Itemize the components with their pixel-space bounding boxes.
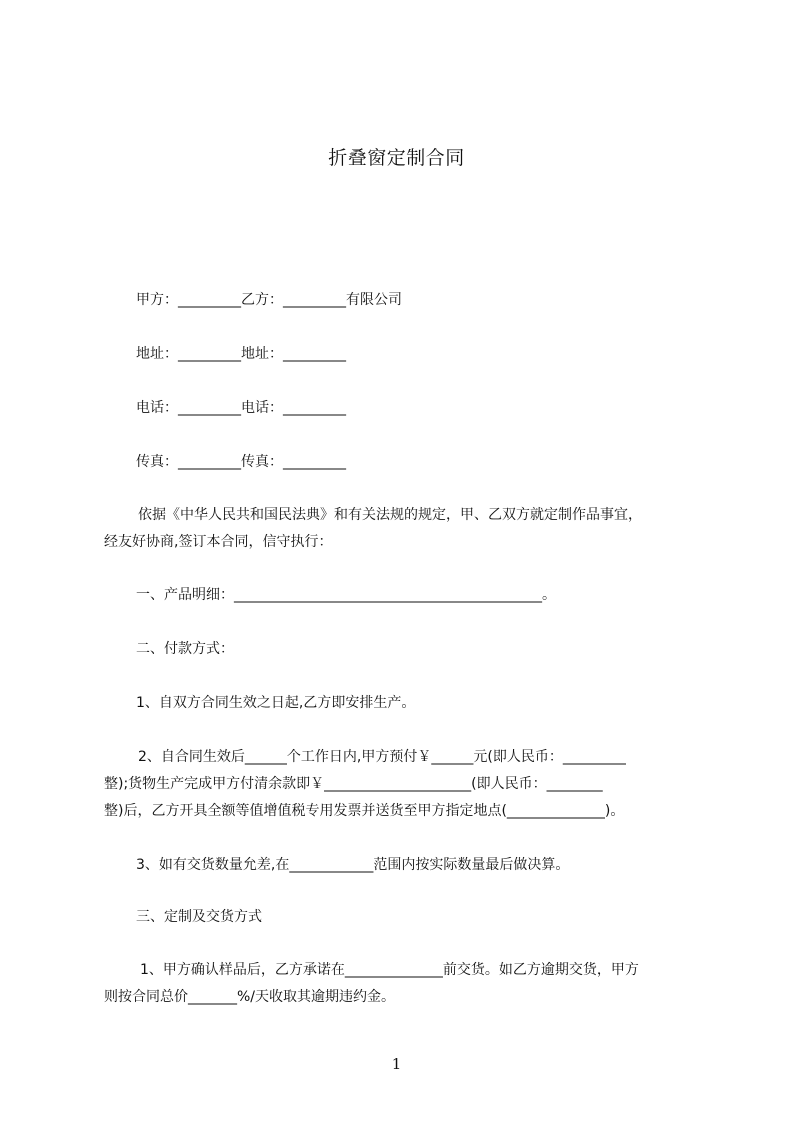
section3-item1-line-1: 1、甲方确认样品后，乙方承诺在______________前交货。如乙方逾期交货，甲方 <box>140 962 639 978</box>
party-names-line: 甲方：_________乙方：_________有限公司 <box>136 292 402 308</box>
section3-item1-line-2: 则按合同总价_______%/天收取其逾期违约金。 <box>104 989 396 1005</box>
party-address-line: 地址：_________地址：_________ <box>136 346 346 362</box>
section2-item2-line-2: 整);货物生产完成甲方付清余款即￥_____________________(即人民币：________ <box>104 776 603 792</box>
party-phone-line: 电话：_________电话：_________ <box>136 400 346 416</box>
page-number: 1 <box>391 1055 402 1073</box>
section3-heading: 三、定制及交货方式 <box>136 909 262 925</box>
section1-product-details: 一、产品明细：____________________________________________。 <box>136 587 556 603</box>
section2-item2-line-1: 2、自合同生效后______个工作日内,甲方预付￥______元(即人民币：_________ <box>138 749 626 765</box>
intro-paragraph-line-2: 经友好协商,签订本合同，信守执行： <box>104 534 333 550</box>
document-title: 折叠窗定制合同 <box>328 147 465 169</box>
section2-item3: 3、如有交货数量允差,在____________范围内按实际数量最后做决算。 <box>136 857 570 873</box>
section2-heading: 二、付款方式： <box>136 641 234 657</box>
intro-paragraph-line-1: 依据《中华人民共和国民法典》和有关法规的规定，甲、乙双方就定制作品事宜， <box>138 507 642 523</box>
section2-item2-line-3: 整)后，乙方开具全额等值增值税专用发票并送货至甲方指定地点(______________)。 <box>104 803 625 819</box>
party-fax-line: 传真：_________传真：_________ <box>136 454 346 470</box>
section2-item1: 1、自双方合同生效之日起,乙方即安排生产。 <box>136 695 416 711</box>
